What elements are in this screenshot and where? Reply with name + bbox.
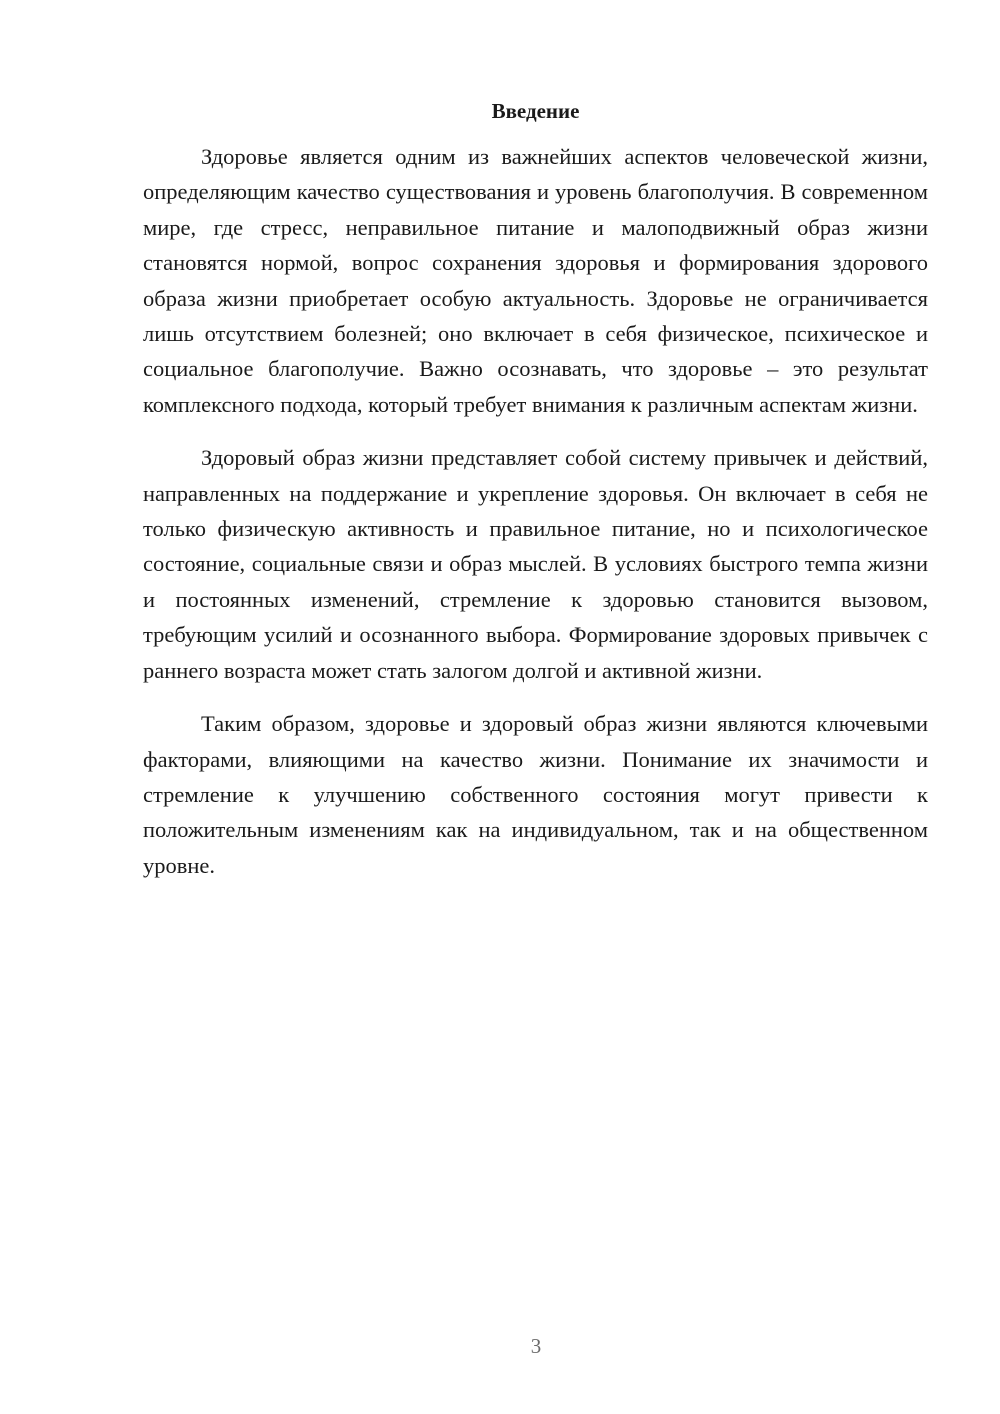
page-number: 3 — [530, 1334, 542, 1358]
paragraph-3: Таким образом, здоровье и здоровый образ жизни являются ключевыми факторами, влияющими на качество жизни. Понимание их значимости и стремление к улучшению собственного состояния могут привести к положительным изменениям как на индивидуальном, так и на общественном уровне. — [143, 711, 928, 878]
paragraph-2: Здоровый образ жизни представляет собой систему привычек и действий, направленных на поддержание и укрепление здоровья. Он включает в себя не только физическую активность и правильное питание, но и психологическое состояние, социальные связи и образ мыслей. В условиях быстрого темпа жизни и постоянных изменений, стремление к здоровью становится вызовом, требующим усилий и осознанного выбора. Формирование здоровых привычек с раннего возраста может стать залогом долгой и активной жизни. — [143, 445, 928, 683]
page-content — [143, 95, 928, 901]
paragraph-1: Здоровье является одним из важнейших аспектов человеческой жизни, определяющим качество существования и уровень благополучия. В современном мире, где стресс, неправильное питание и малоподвижный образ жизни становятся нормой, вопрос сохранения здоровья и формирования здорового образа жизни приобретает особую актуальность. Здоровье не ограничивается лишь отсутствием болезней; оно включает в себя физическое, психическое и социальное благополучие. Важно осознавать, что здоровье – это результат комплексного подхода, который требует внимания к различным аспектам жизни. — [143, 144, 928, 417]
section-title: Введение — [491, 99, 580, 123]
